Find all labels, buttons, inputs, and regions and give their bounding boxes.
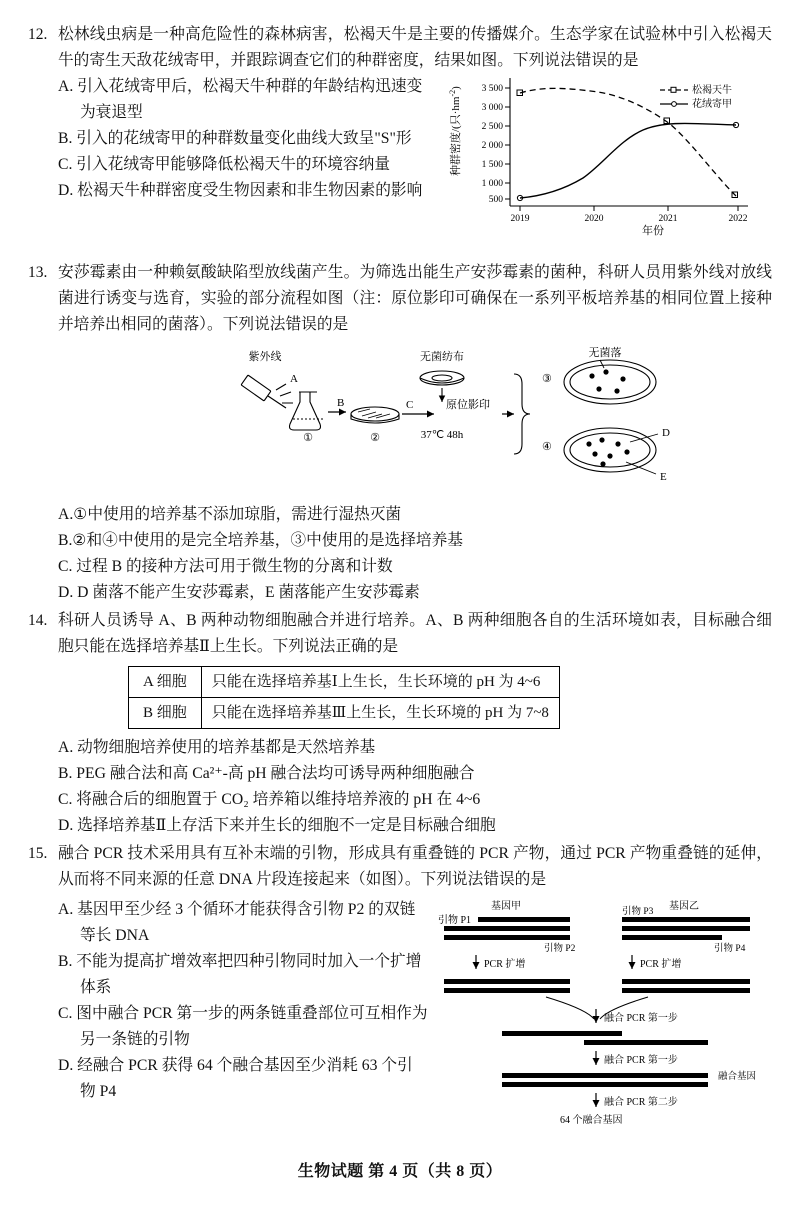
question-15-option-d: D. 经融合 PCR 获得 64 个融合基因至少消耗 63 个引物 P4 [58,1057,413,1100]
question-13-option-d: D. D 菌落不能产生安莎霉素，E 菌落能产生安莎霉素 [58,584,420,601]
label-3: ③ [542,373,552,385]
label-pcr-left: PCR 扩增 [484,959,526,970]
question-14-stem: 科研人员诱导 A、B 两种动物细胞融合并进行培养。A、B 两种细胞各自的生活环境如表，目标融合细胞只能在选择培养基Ⅱ上生长。下列说法正确的是 [58,612,772,655]
label-sterile-cloth: 无菌纺布 [420,351,464,363]
population-density-chart [448,68,768,243]
question-14 [28,608,772,660]
page-footer: 生物试题 第 4 页（共 8 页） [297,1163,503,1180]
question-14-options [28,735,772,839]
question-15 [28,841,772,893]
label-4: ④ [542,441,552,453]
cell-culture-table [128,666,560,729]
label-E: E [660,471,667,483]
label-gene-a: 基因甲 [491,901,521,912]
svg-text:500: 500 [488,195,503,205]
question-12-option-c: C. 引入花绒寄甲能够降低松褐天牛的环境容纳量 [58,156,391,173]
question-13-option-c: C. 过程 B 的接种方法可用于微生物的分离和计数 [58,558,393,575]
question-13 [28,260,772,338]
label-temp: 37℃ 48h [420,429,464,441]
chart-x-label: 年份 [642,225,664,237]
question-15-stem: 融合 PCR 技术采用具有互补末端的引物，形成具有重叠链的 PCR 产物，通过 PCR 产物重叠链的延伸，从而将不同来源的任意 DNA 片段连接起来（如图）。下列说法错误的是 [58,845,772,888]
question-12 [28,22,772,254]
question-14-option-b: B. PEG 融合法和高 Ca²⁺-高 pH 融合法均可诱导两种细胞融合 [58,765,475,782]
label-D: D [662,427,670,439]
label-p3: 引物 P3 [622,907,654,917]
label-gene-b: 基因乙 [669,901,699,912]
table-cell-desc-a: 只能在选择培养基Ⅰ上生长，生长环境的 pH 为 4~6 [201,667,559,698]
question-13-stem: 安莎霉素由一种赖氨酸缺陷型放线菌产生。为筛选出能生产安莎霉素的菌种，科研人员用紫外线对放线菌进行诱变与选育，实验的部分流程如图（注：原位影印可确保在一系列平板培养基的相同位置上接种并培养出相同的菌落）。下列说法错误的是 [58,264,772,333]
label-colony: 无菌落 [588,347,622,359]
question-15-options [28,897,428,1105]
label-p2: 引物 P2 [544,944,576,954]
table-row [129,667,560,698]
chart-y-label: 种群密度/(只$\cdot hm^{-2}$) [448,86,462,176]
question-14-number: 14. [28,612,48,629]
label-uv: 紫外线 [248,351,282,363]
label-fusion-gene: 融合基因 [718,1072,757,1082]
label-1: ① [303,432,313,444]
svg-text:3 500: 3 500 [481,84,503,94]
table-cell-desc-b: 只能在选择培养基Ⅲ上生长，生长环境的 pH 为 7~8 [201,698,559,729]
svg-text:2 500: 2 500 [481,122,503,132]
svg-text:2019: 2019 [510,214,530,224]
question-12-stem: 松林线虫病是一种高危险性的森林病害，松褐天牛是主要的传播媒介。生态学家在试验林中引入松褐天牛的寄生天敌花绒寄甲，并跟踪调查它们的种群密度，结果如图。下列说法错误的是 [58,26,772,69]
svg-text:2021: 2021 [658,214,678,224]
label-2: ② [370,432,380,444]
question-15-option-c: C. 图中融合 PCR 第一步的两条链重叠部位可互相作为另一条链的引物 [58,1005,428,1048]
svg-text:C: C [406,399,414,411]
svg-text:2022: 2022 [728,214,748,224]
svg-text:A: A [290,373,298,385]
mutagenesis-replica-plating-diagram [28,346,772,496]
question-12-options [28,74,428,204]
question-15-option-a: A. 基因甲至少经 3 个循环才能获得含引物 P2 的双链等长 DNA [58,901,416,944]
label-fusion-step1-b: 融合 PCR 第一步 [604,1055,678,1066]
question-15-number: 15. [28,845,48,862]
label-result: 64 个融合基因 [560,1115,623,1126]
question-13-number: 13. [28,264,48,281]
svg-text:2 000: 2 000 [481,141,503,151]
question-13-option-a: A.①中使用的培养基不添加琼脂，需进行湿热灭菌 [58,506,402,523]
question-14-option-c: C. 将融合后的细胞置于 CO₂ 培养箱以维持培养液的 pH 在 4~6 [58,791,481,808]
question-15-option-b: B. 不能为提高扩增效率把四种引物同时加入一个扩增体系 [58,953,422,996]
svg-text:B: B [337,397,345,409]
question-15-figure-block [28,897,772,1127]
question-13-option-b: B.②和④中使用的是完全培养基，③中使用的是选择培养基 [58,532,463,549]
chart-legend-1: 松褐天牛 [692,85,732,96]
label-p4: 引物 P4 [714,944,746,954]
table-cell-label-a: A 细胞 [129,667,202,698]
svg-text:1 000: 1 000 [481,179,503,189]
label-pcr-right: PCR 扩增 [640,959,682,970]
chart-legend-2: 花绒寄甲 [692,99,732,110]
fusion-pcr-diagram [436,899,776,1134]
svg-text:1 500: 1 500 [481,160,503,170]
question-14-option-d: D. 选择培养基Ⅱ上存活下来并生长的细胞不一定是目标融合细胞 [58,817,496,834]
question-12-option-d: D. 松褐天牛种群密度受生物因素和非生物因素的影响 [58,182,423,199]
svg-text:3 000: 3 000 [481,103,503,113]
question-14-option-a: A. 动物细胞培养使用的培养基都是天然培养基 [58,739,376,756]
table-cell-label-b: B 细胞 [129,698,202,729]
question-12-number: 12. [28,26,48,43]
question-12-option-a: A. 引入花绒寄甲后，松褐天牛种群的年龄结构迅速变为衰退型 [58,78,423,121]
label-fusion-step1-a: 融合 PCR 第一步 [604,1013,678,1024]
label-p1: 引物 P1 [438,915,472,926]
table-row [129,698,560,729]
page-content [28,22,772,1127]
label-replica: 原位影印 [446,399,490,411]
label-fusion-step2: 融合 PCR 第二步 [604,1097,678,1108]
question-12-figure-block [28,74,772,254]
question-13-options [28,502,772,606]
svg-text:2020: 2020 [584,214,604,224]
question-12-option-b: B. 引入的花绒寄甲的种群数量变化曲线大致呈"S"形 [58,130,412,147]
